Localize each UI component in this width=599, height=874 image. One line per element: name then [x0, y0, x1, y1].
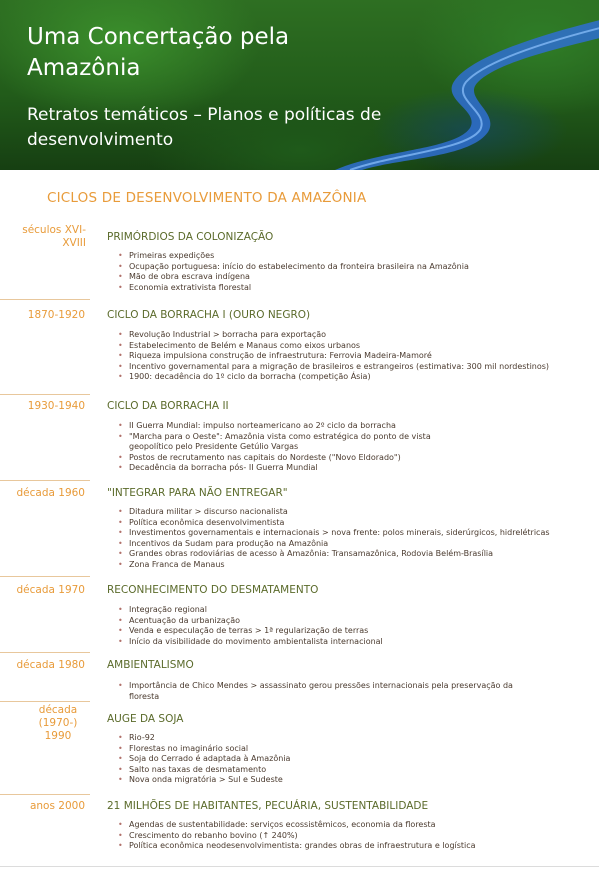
- list-item: • II Guerra Mundial: impulso norteamericano ao 2º ciclo da borracha: [118, 421, 458, 432]
- list-item: • Investimentos governamentais e internacionais > nova frente: polos minerais, siderúrgicos, hidrelétricas: [118, 528, 558, 539]
- list-item: • Importância de Chico Mendes > assassinato gerou pressões internacionais pela preservação da floresta: [118, 681, 528, 702]
- entry-period: década (1970-) 1990: [38, 704, 78, 742]
- list-item: • 1900: decadência do 1º ciclo da borracha (competição Ásia): [118, 372, 558, 383]
- entry-period: séculos XVI-XVIII: [22, 224, 86, 249]
- period-divider: [0, 794, 90, 795]
- entry-period: década 1970: [16, 584, 85, 596]
- entry-title: CICLO DA BORRACHA I (OURO NEGRO): [107, 309, 311, 321]
- period-divider: [0, 652, 90, 653]
- entry-title: AMBIENTALISMO: [107, 659, 194, 671]
- list-item: • Início da visibilidade do movimento ambientalista internacional: [118, 637, 558, 648]
- page-subtitle: Retratos temáticos – Planos e políticas de desenvolvimento: [27, 105, 382, 150]
- period-divider: [0, 299, 90, 300]
- list-item: • Salto nas taxas de desmatamento: [118, 765, 558, 776]
- entry-title: AUGE DA SOJA: [107, 713, 184, 725]
- entry-period: 1930-1940: [27, 400, 85, 412]
- list-item: • Primeiras expedições: [118, 251, 558, 262]
- list-item: • Grandes obras rodoviárias de acesso à Amazônia: Transamazônica, Rodovia Belém-Brasília: [118, 549, 558, 560]
- list-item: • Florestas no imaginário social: [118, 744, 558, 755]
- entry-bullets: [118, 251, 558, 293]
- entry-title: RECONHECIMENTO DO DESMATAMENTO: [107, 584, 319, 596]
- entry-bullets: [118, 733, 558, 786]
- entry-bullets: [118, 507, 558, 571]
- list-item: • Mão de obra escrava indígena: [118, 272, 558, 283]
- entry-period: década 1980: [16, 659, 85, 671]
- list-item: • Postos de recrutamento nas capitais do Nordeste ("Novo Eldorado"): [118, 453, 458, 464]
- list-item: • Nova onda migratória > Sul e Sudeste: [118, 775, 558, 786]
- list-item: • Soja do Cerrado é adaptada à Amazônia: [118, 754, 558, 765]
- list-item: • Zona Franca de Manaus: [118, 560, 558, 571]
- entry-period: anos 2000: [29, 800, 85, 812]
- list-item: • Revolução Industrial > borracha para exportação: [118, 330, 558, 341]
- entry-title: CICLO DA BORRACHA II: [107, 400, 229, 412]
- list-item: • Ditadura militar > discurso nacionalista: [118, 507, 558, 518]
- list-item: • Crescimento do rebanho bovino (↑ 240%): [118, 831, 558, 842]
- list-item: • Rio-92: [118, 733, 558, 744]
- entry-bullets: [118, 820, 558, 852]
- period-divider: [0, 576, 90, 577]
- list-item: • Política econômica desenvolvimentista: [118, 518, 558, 529]
- entry-title: "INTEGRAR PARA NÃO ENTREGAR": [107, 487, 288, 499]
- period-divider: [0, 480, 90, 481]
- entry-title: PRIMÓRDIOS DA COLONIZAÇÃO: [107, 231, 274, 243]
- list-item: • Decadência da borracha pós- II Guerra Mundial: [118, 463, 458, 474]
- list-item: • "Marcha para o Oeste": Amazônia vista como estratégica do ponto de vista geopolítico pelo Presidente Getúlio Vargas: [118, 432, 458, 453]
- header-banner: [0, 0, 599, 170]
- list-item: • Política econômica neodesenvolvimentista: grandes obras de infraestrutura e logística: [118, 841, 558, 852]
- period-divider: [0, 394, 90, 395]
- entry-period: 1870-1920: [27, 309, 85, 321]
- list-item: • Ocupação portuguesa: início do estabelecimento da fronteira brasileira na Amazônia: [118, 262, 558, 273]
- list-item: • Estabelecimento de Belém e Manaus como eixos urbanos: [118, 341, 558, 352]
- list-item: • Venda e especulação de terras > 1ª regularização de terras: [118, 626, 558, 637]
- list-item: • Incentivo governamental para a migração de brasileiros e estrangeiros (estimativa: 300 mil nordestinos): [118, 362, 558, 373]
- list-item: • Riqueza impulsiona construção de infraestrutura: Ferrovia Madeira-Mamoré: [118, 351, 558, 362]
- entry-bullets: [118, 421, 458, 474]
- list-item: • Acentuação da urbanização: [118, 616, 558, 627]
- entry-bullets: [118, 605, 558, 647]
- period-divider: [0, 701, 90, 702]
- entry-bullets: [118, 681, 528, 702]
- entry-period: década 1960: [16, 487, 85, 499]
- list-item: • Agendas de sustentabilidade: serviços ecossistêmicos, economia da floresta: [118, 820, 558, 831]
- list-item: • Integração regional: [118, 605, 558, 616]
- footer-divider: [0, 866, 599, 867]
- list-item: • Economia extrativista florestal: [118, 283, 558, 294]
- entry-bullets: [118, 330, 558, 383]
- page-title: Uma Concertação pela Amazônia: [27, 24, 290, 81]
- entry-title: 21 MILHÕES DE HABITANTES, PECUÁRIA, SUSTENTABILIDADE: [107, 800, 429, 812]
- section-heading: CICLOS DE DESENVOLVIMENTO DA AMAZÔNIA: [47, 190, 367, 206]
- list-item: • Incentivos da Sudam para produção na Amazônia: [118, 539, 558, 550]
